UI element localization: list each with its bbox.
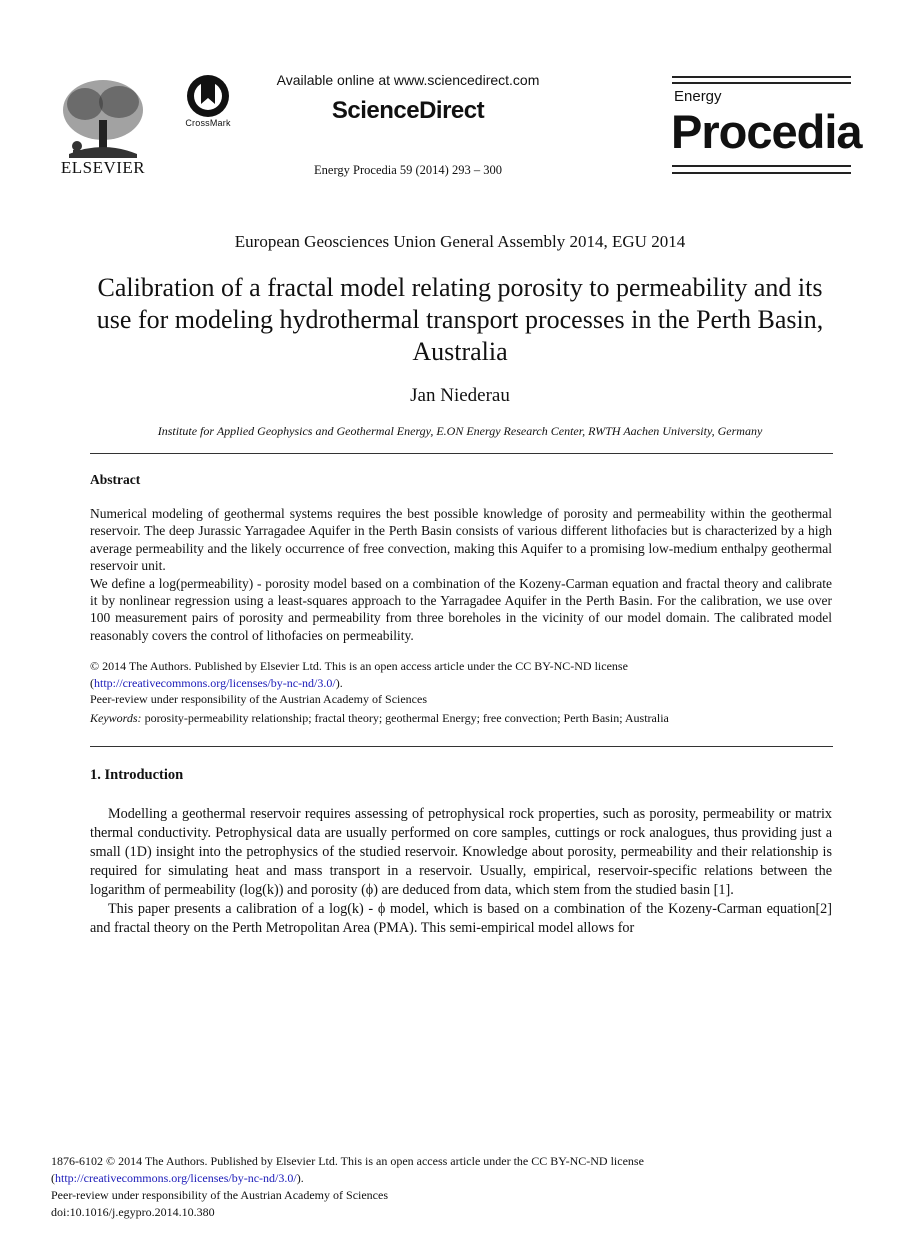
publisher-name: ELSEVIER xyxy=(60,158,146,177)
conference-name: European Geosciences Union General Assembly 2014, EGU 2014 xyxy=(234,232,686,251)
divider xyxy=(90,453,833,454)
abstract-heading: Abstract xyxy=(90,472,141,487)
author-name: Jan Niederau xyxy=(410,385,510,406)
sciencedirect-logo[interactable]: ScienceDirect xyxy=(331,97,485,124)
author-affiliation: Institute for Applied Geophysics and Geothermal Energy, E.ON Energy Research Center, RWTH Aachen University, Germany xyxy=(157,424,763,438)
license-block xyxy=(90,658,832,726)
paper-title: Calibration of a fractal model relating porosity to permeability and its use for modeling hydrothermal transport processes in the Perth Basin, Australia xyxy=(96,273,824,366)
journal-logo-rule xyxy=(672,172,851,174)
section-heading-introduction: 1. Introduction xyxy=(90,767,184,783)
journal-logo-rule xyxy=(672,165,851,167)
crossmark-label: CrossMark xyxy=(185,118,231,128)
journal-reference: Energy Procedia 59 (2014) 293 – 300 xyxy=(314,163,502,177)
journal-logo-procedia: Procedia xyxy=(671,105,862,158)
introduction-paragraph: Modelling a geothermal reservoir requires assessing of petrophysical rock properties, such as porosity, permeability or matrix thermal conductivity. Petrophysical data are usually performed on core samples, cuttings or rock analogues, thus providing just a small (1D) insight into the petrophysics of the studied reservoir. Knowledge about porosity, permeability and their relationship is required for simulating heat and mass transport in a reservoir. Usually, empirical, reservoir-specific relations between the logarithm of permeability (log(k)) and porosity (ϕ) are deduced from data, which stem from the studied basin [1]. xyxy=(90,806,832,898)
abstract-paragraph: Numerical modeling of geothermal systems requires the best possible knowledge of porosity and permeability within the geothermal reservoir. The deep Jurassic Yarragadee Aquifer in the Perth Basin consists of various different lithofacies but is characterized by a high average permeability and the likely occurrence of free convection, making this Aquifer to a promising low-medium enthalpy geothermal reservoir unit. xyxy=(90,506,832,574)
abstract-paragraph: We define a log(permeability) - porosity model based on a combination of the Kozeny-Carman equation and fractal theory and calibrate it by nonlinear regression using a least-squares approach to the Yarragadee Aquifer in the Perth Basin. For the calibration, we use over 100 measurement pairs of porosity and permeability from three boreholes in the vicinity of our model domain. The calibrated model reasonably covers the control of lithofacies on permeability. xyxy=(90,575,832,643)
keywords-label: Keywords: xyxy=(90,710,142,725)
footer-license-text: 1876-6102 © 2014 The Authors. Published by Elsevier Ltd. This is an open access article under the CC BY-NC-ND license xyxy=(51,1154,644,1168)
journal-logo-rule xyxy=(672,82,851,84)
keywords-list: porosity-permeability relationship; fractal theory; geothermal Energy; free convection; Perth Basin; Australia xyxy=(144,710,669,725)
available-online-text: Available online at www.sciencedirect.com xyxy=(276,72,540,88)
abstract-body xyxy=(90,505,832,644)
footer-paren: ( xyxy=(51,1171,55,1185)
footer-paren: ). xyxy=(296,1171,304,1185)
introduction-body xyxy=(90,805,832,938)
divider xyxy=(90,746,833,747)
license-paren: ( xyxy=(90,675,94,690)
peer-review-text: Peer-review under responsibility of the Austrian Academy of Sciences xyxy=(90,692,427,706)
journal-logo-energy: Energy xyxy=(674,88,722,105)
license-link[interactable]: http://creativecommons.org/licenses/by-nc-nd/3.0/ xyxy=(94,675,336,690)
license-text: © 2014 The Authors. Published by Elsevier Ltd. This is an open access article under the CC BY-NC-ND license xyxy=(90,659,628,673)
footer-license-link[interactable]: http://creativecommons.org/licenses/by-nc-nd/3.0/ xyxy=(55,1171,297,1185)
introduction-paragraph: This paper presents a calibration of a log(k) - ϕ model, which is based on a combination of the Kozeny-Carman equation[2] and fractal theory on the Perth Metropolitan Area (PMA). This semi-empirical model allows for xyxy=(90,901,832,936)
footer-doi[interactable]: doi:10.1016/j.egypro.2014.10.380 xyxy=(51,1205,215,1219)
footer-peer-review: Peer-review under responsibility of the Austrian Academy of Sciences xyxy=(51,1188,388,1202)
page-footer xyxy=(51,1153,811,1221)
license-paren: ). xyxy=(335,675,343,690)
journal-logo-rule xyxy=(672,76,851,78)
